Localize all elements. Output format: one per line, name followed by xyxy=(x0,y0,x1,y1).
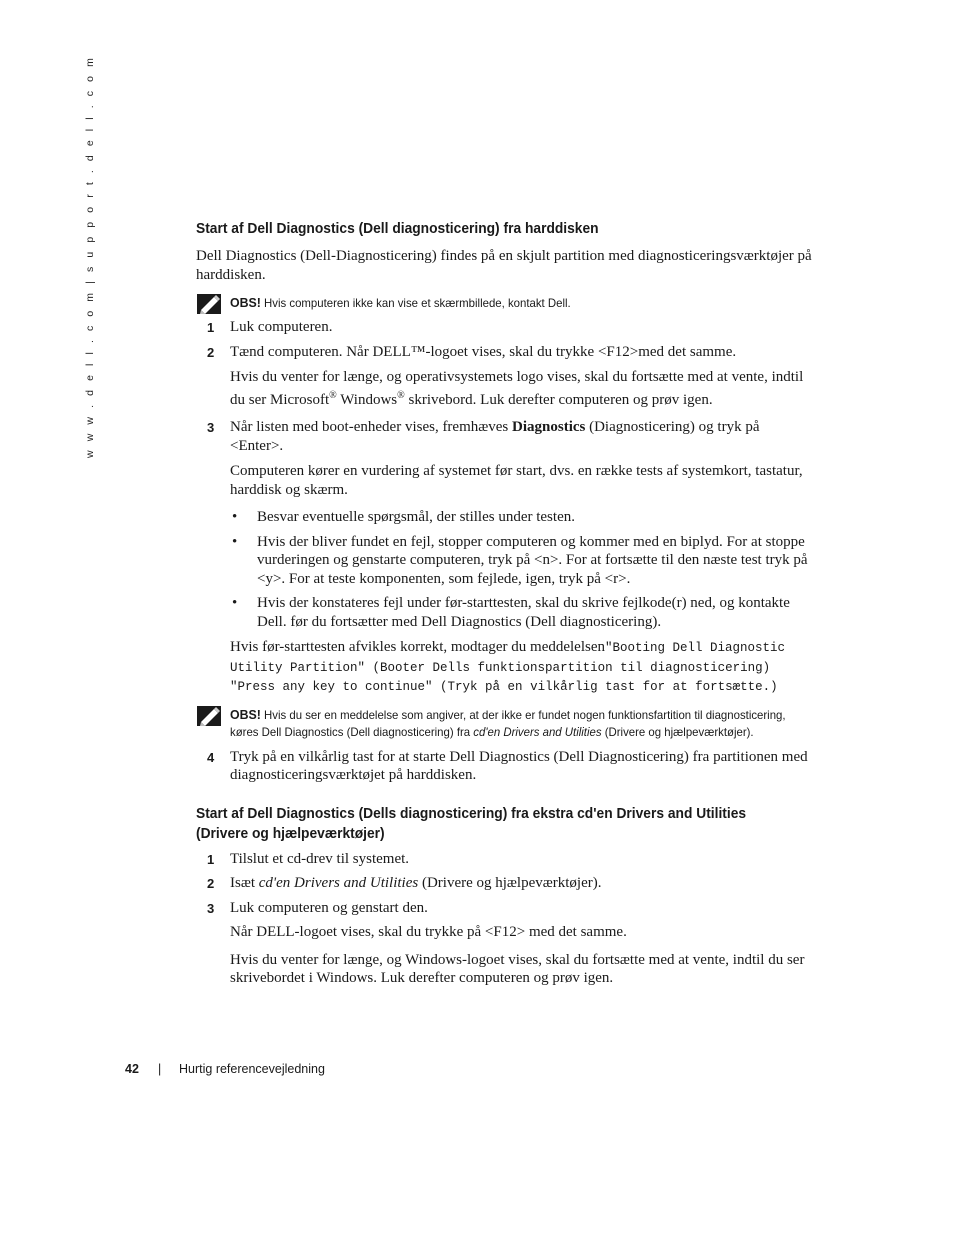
note-pencil-icon xyxy=(197,294,221,314)
step-text: Luk computeren og genstart den. xyxy=(230,899,428,916)
step-2-detail xyxy=(196,368,816,409)
step-text: Tænd computeren. Når DELL™-logoet vises, skal du trykke <F12>med det samme. xyxy=(230,343,737,360)
step-2 xyxy=(196,343,816,362)
registered-mark: ® xyxy=(397,389,405,401)
step-3-detail-2: Hvis du venter for længe, og Windows-logoet vises, skal du fortsætte med at vente, indtil du ser skrivebordet i Windows. Luk derefter computeren og prøv igen. xyxy=(230,951,805,986)
side-url: w w w . d e l l . c o m | s u p p o r t . d e l l . c o m xyxy=(84,55,96,458)
note-text: Hvis du ser en meddelelse som angiver, at der ikke er fundet nogen funktionsfartition til diagnosticering, køres Dell Diagnostics (Dell diagnosticering) fra xyxy=(230,707,786,739)
bullet-dot: • xyxy=(232,509,238,525)
text-run: Isæt xyxy=(230,875,259,891)
step-text: Tilslut et cd-drev til systemet. xyxy=(230,850,410,867)
step-2 xyxy=(196,874,816,893)
page-number: 42 xyxy=(125,1062,139,1076)
note-text: (Drivere og hjælpeværktøjer). xyxy=(601,724,754,739)
step-number: 3 xyxy=(207,900,215,916)
text-run: (Drivere og hjælpeværktøjer). xyxy=(418,875,602,891)
text-bold: Diagnostics xyxy=(512,419,586,435)
page-content xyxy=(196,219,816,988)
step-text: Tryk på en vilkårlig tast for at starte Dell Diagnostics (Dell Diagnosticering) fra partitionen med diagnosticeringsværktøjet på harddisken. xyxy=(230,748,808,783)
bullet-text: Besvar eventuelle spørgsmål, der stilles under testen. xyxy=(257,509,575,525)
step-1 xyxy=(196,318,816,337)
note-label: OBS! xyxy=(230,706,261,722)
registered-mark: ® xyxy=(329,389,337,401)
note-label: OBS! xyxy=(230,295,261,310)
section2-heading: Start af Dell Diagnostics (Dells diagnosticering) fra ekstra cd'en Drivers and Utilities (Drivere og hjælpeværktøjer) xyxy=(196,804,747,842)
bullet-dot: • xyxy=(232,595,238,611)
bullet-text: Hvis der konstateres fejl under før-starttesten, skal du skrive fejlkode(r) ned, og kontakte Dell. før du fortsætter med Dell Diagnostics (Dell diagnosticering). xyxy=(257,595,790,630)
step-3-detail: Computeren kører en vurdering af systemet før start, dvs. en række tests af systemkort, tastatur, harddisk og skærm. xyxy=(230,463,803,498)
text-run: (Tryk på en vilkårlig tast for at fortsætte.) xyxy=(432,680,778,694)
section1-intro: Dell Diagnostics (Dell-Diagnosticering) findes på en skjult partition med diagnosticeringsværktøjer på harddisken. xyxy=(196,248,812,283)
step-number: 1 xyxy=(207,851,215,867)
step-4 xyxy=(196,748,816,785)
text-italic: cd'en Drivers and Utilities xyxy=(258,875,419,891)
code-text: "Booting Dell Diagnostic Utility Partition" xyxy=(230,641,786,675)
bullet-dot: • xyxy=(232,533,238,550)
code-text: "Press any key to continue" xyxy=(230,680,433,694)
step-text: Luk computeren. xyxy=(230,319,333,335)
step-3 xyxy=(196,899,816,918)
text-run: Windows xyxy=(336,391,398,408)
note-obs-2 xyxy=(196,706,816,741)
bullet-item xyxy=(196,594,816,631)
bullet-item xyxy=(196,533,816,589)
step-3 xyxy=(196,418,816,455)
step-number: 1 xyxy=(207,320,215,335)
step-number: 4 xyxy=(207,749,215,765)
section1-heading: Start af Dell Diagnostics (Dell diagnosticering) fra harddisken xyxy=(196,220,599,237)
text-run: Hvis før-starttesten afvikles korrekt, modtager du meddelelsen xyxy=(230,639,605,655)
text-run: Når listen med boot-enheder vises, fremhæves xyxy=(230,419,513,435)
step-number: 2 xyxy=(207,876,215,891)
bullet-item xyxy=(196,508,816,527)
note-italic: cd'en Drivers and Utilities xyxy=(473,724,602,739)
bullet-text: Hvis der bliver fundet en fejl, stopper computeren og kommer med en biplyd. For at stoppe vurderingen og genstarte computeren, tryk på <n>. For at fortsætte til den næste test tryk på <y>. For at teste komponenten, som fejlede, igen, tryk på <r>. xyxy=(257,533,808,587)
text-run: skrivebord. Luk derefter computeren og prøv igen. xyxy=(404,391,713,408)
text-run: (Diagnosticering) og tryk på <Enter>. xyxy=(230,419,760,454)
footer-title: Hurtig referencevejledning xyxy=(179,1062,325,1076)
note-text: Hvis computeren ikke kan vise et skærmbillede, kontakt Dell. xyxy=(260,296,571,310)
text-run: (Booter Dells funktionspartition til diagnosticering) xyxy=(365,660,771,675)
note-pencil-icon xyxy=(197,706,221,726)
note-obs-1 xyxy=(196,294,816,312)
success-message xyxy=(196,638,816,697)
step-number: 2 xyxy=(207,344,215,360)
footer-separator: | xyxy=(158,1062,162,1076)
text-run: Hvis du venter for længe, og operativsystemets logo vises, skal du fortsætte med at vente, indtil du ser Microsoft xyxy=(230,369,804,408)
step-number: 3 xyxy=(207,420,215,435)
step-1 xyxy=(196,850,816,869)
step-3-detail: Når DELL-logoet vises, skal du trykke på <F12> med det samme. xyxy=(230,924,627,940)
